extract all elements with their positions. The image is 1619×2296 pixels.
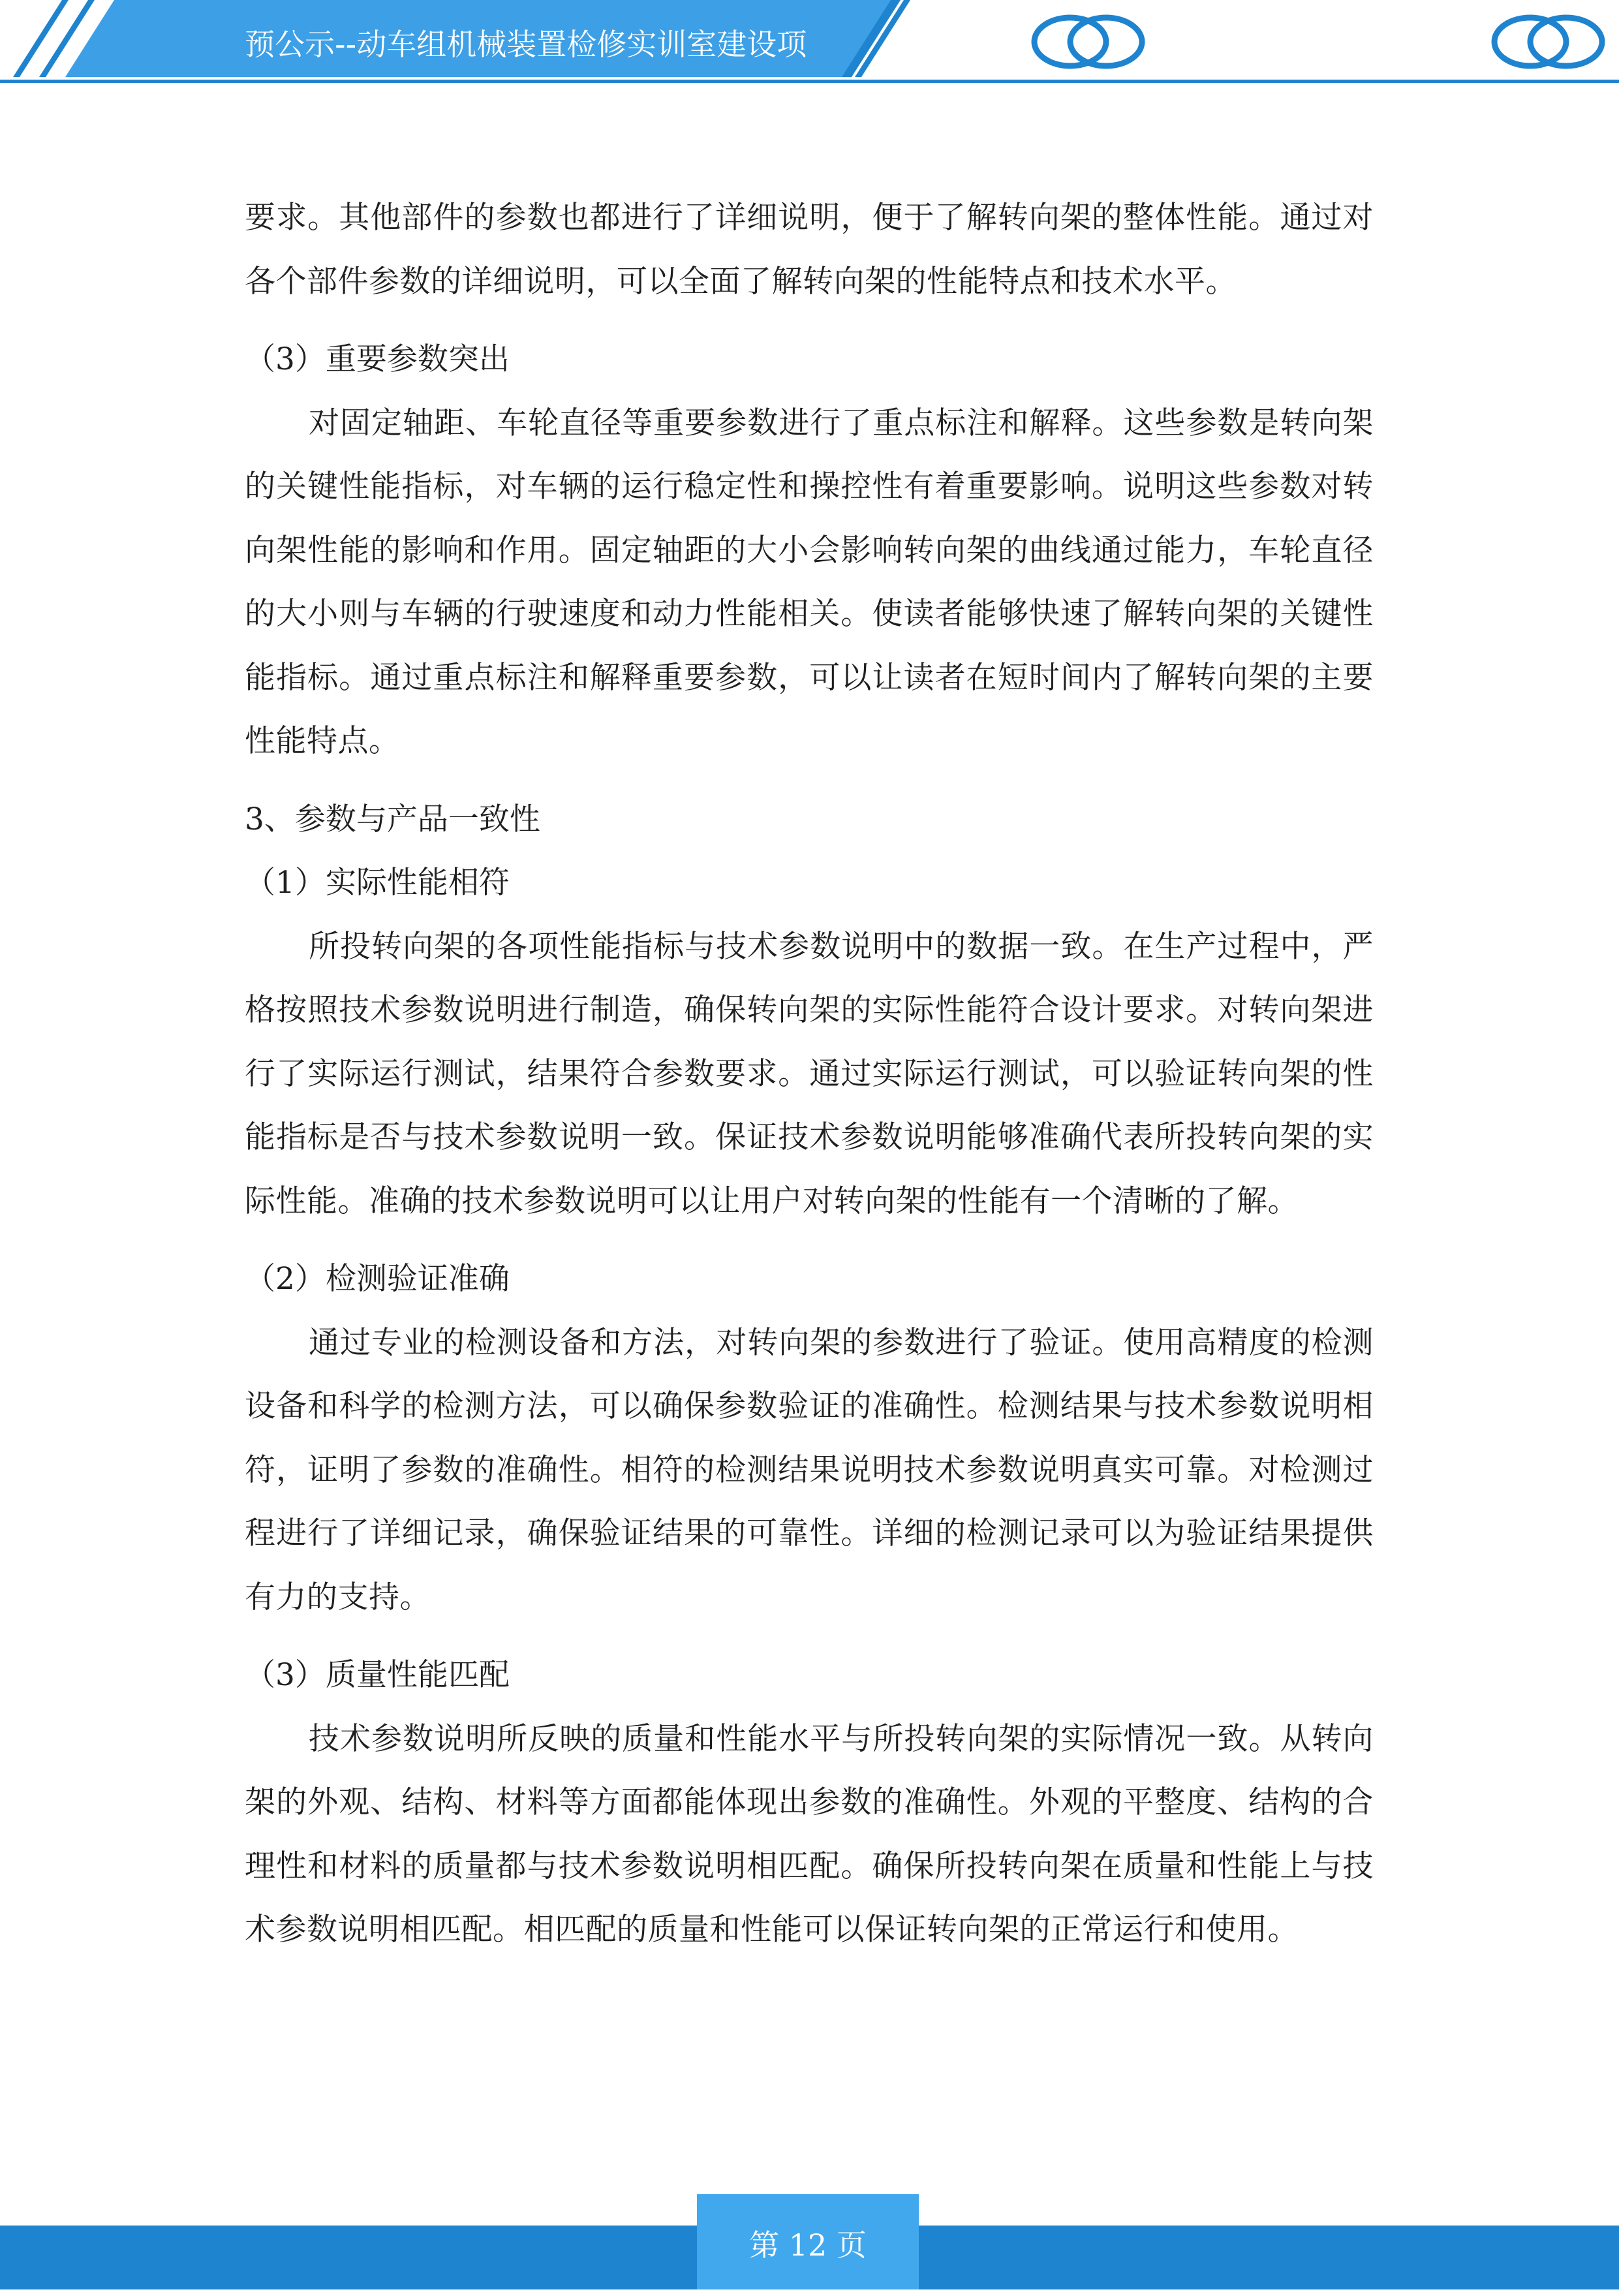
subheading-actual-performance: （1）实际性能相符 [245,865,510,901]
document-title: 预公示--动车组机械装置检修实训室建设项 [245,27,807,62]
rings-logo-2 [1494,18,1602,66]
paragraph-important-params: 对固定轴距、车轮直径等重要参数进行了重点标注和解释。这些参数是转向架的关键性能指标，对车辆的运行稳定性和操控性有着重要影响。说明这些参数对转向架性能的影响和作用。固定轴距的大小会影响转向架的曲线通过能力，车轮直径的大小则与车辆的行驶速度和动力性能相关。使读者能够快速了解转向架的关键性能指标。通过重点标注和解释重要参数，可以让读者在短时间内了解转向架的主要性能特点。 [245,405,1374,759]
subheading-quality-match: （3）质量性能匹配 [245,1657,510,1693]
document-body [245,186,1374,1962]
section-heading-consistency: 3、参数与产品一致性 [245,801,540,837]
rings-logo-1 [1034,18,1142,66]
intro-paragraph: 要求。其他部件的参数也都进行了详细说明，便于了解转向架的整体性能。通过对各个部件参数的详细说明，可以全面了解转向架的性能特点和技术水平。 [245,200,1374,300]
page-header [0,0,1619,85]
header-stripe-left-1 [13,0,69,77]
subheading-important-params: （3）重要参数突出 [245,341,510,377]
paragraph-quality-match: 技术参数说明所反映的质量和性能水平与所投转向架的实际情况一致。从转向架的外观、结构、材料等方面都能体现出参数的准确性。外观的平整度、结构的合理性和材料的质量都与技术参数说明相匹配。确保所投转向架在质量和性能上与技术参数说明相匹配。相匹配的质量和性能可以保证转向架的正常运行和使用。 [245,1720,1374,1947]
subheading-test-verification: （2）检测验证准确 [245,1261,510,1297]
header-rule [0,80,1619,83]
page-number: 第 12 页 [697,2194,919,2289]
paragraph-test-verification: 通过专业的检测设备和方法，对转向架的参数进行了验证。使用高精度的检测设备和科学的检测方法，可以确保参数验证的准确性。检测结果与技术参数说明相符，证明了参数的准确性。相符的检测结果说明技术参数说明真实可靠。对检测过程进行了详细记录，确保验证结果的可靠性。详细的检测记录可以为验证结果提供有力的支持。 [245,1324,1374,1615]
paragraph-actual-performance: 所投转向架的各项性能指标与技术参数说明中的数据一致。在生产过程中，严格按照技术参数说明进行制造，确保转向架的实际性能符合设计要求。对转向架进行了实际运行测试，结果符合参数要求。通过实际运行测试，可以验证转向架的性能指标是否与技术参数说明一致。保证技术参数说明能够准确代表所投转向架的实际性能。准确的技术参数说明可以让用户对转向架的性能有一个清晰的了解。 [245,928,1374,1219]
